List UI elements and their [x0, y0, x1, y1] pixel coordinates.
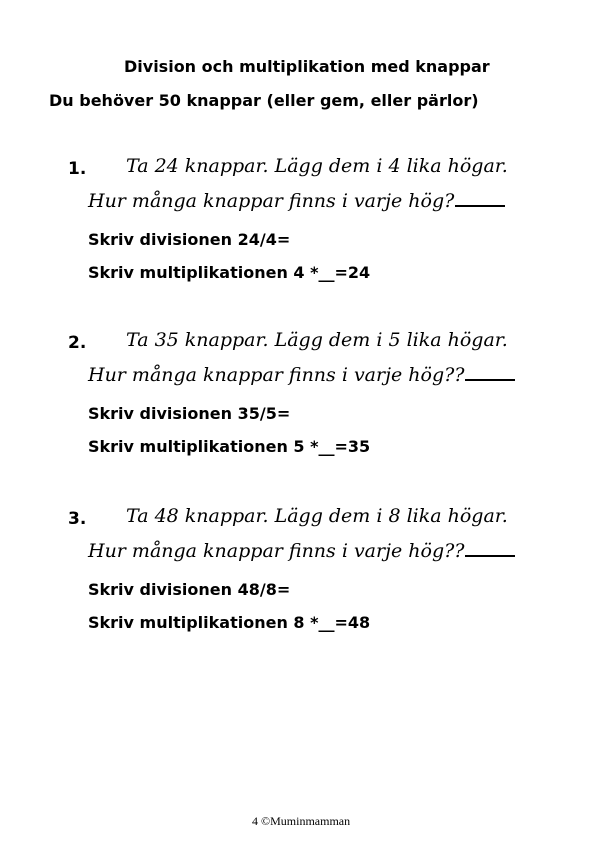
task-question-text: Hur många knappar finns i varje hög?: [88, 190, 455, 212]
task-question: [88, 190, 505, 212]
task-question-text: Hur många knappar finns i varje hög??: [88, 540, 465, 562]
page-subtitle: Du behöver 50 knappar (eller gem, eller pärlor): [49, 91, 479, 110]
answer-blank: [465, 378, 515, 381]
task-multiplication: Skriv multiplikationen 4 *__=24: [88, 263, 371, 282]
task-division: Skriv divisionen 24/4=: [88, 230, 291, 249]
page-title: Division och multiplikation med knappar: [124, 57, 490, 76]
task-multiplication: Skriv multiplikationen 5 *__=35: [88, 437, 371, 456]
task-number: 1.: [68, 159, 87, 179]
task-number: 2.: [68, 333, 87, 353]
task-instruction: Ta 48 knappar. Lägg dem i 8 lika högar.: [126, 505, 508, 527]
task-division: Skriv divisionen 48/8=: [88, 580, 291, 599]
answer-blank: [465, 554, 515, 557]
task-question: [88, 364, 515, 386]
task-number: 3.: [68, 509, 87, 529]
page-footer: 4 ©Muminmamman: [252, 814, 351, 828]
task-question: [88, 540, 515, 562]
task-multiplication: Skriv multiplikationen 8 *__=48: [88, 613, 371, 632]
answer-blank: [455, 204, 505, 207]
task-division: Skriv divisionen 35/5=: [88, 404, 291, 423]
task-instruction: Ta 24 knappar. Lägg dem i 4 lika högar.: [126, 155, 508, 177]
task-question-text: Hur många knappar finns i varje hög??: [88, 364, 465, 386]
task-instruction: Ta 35 knappar. Lägg dem i 5 lika högar.: [126, 329, 508, 351]
